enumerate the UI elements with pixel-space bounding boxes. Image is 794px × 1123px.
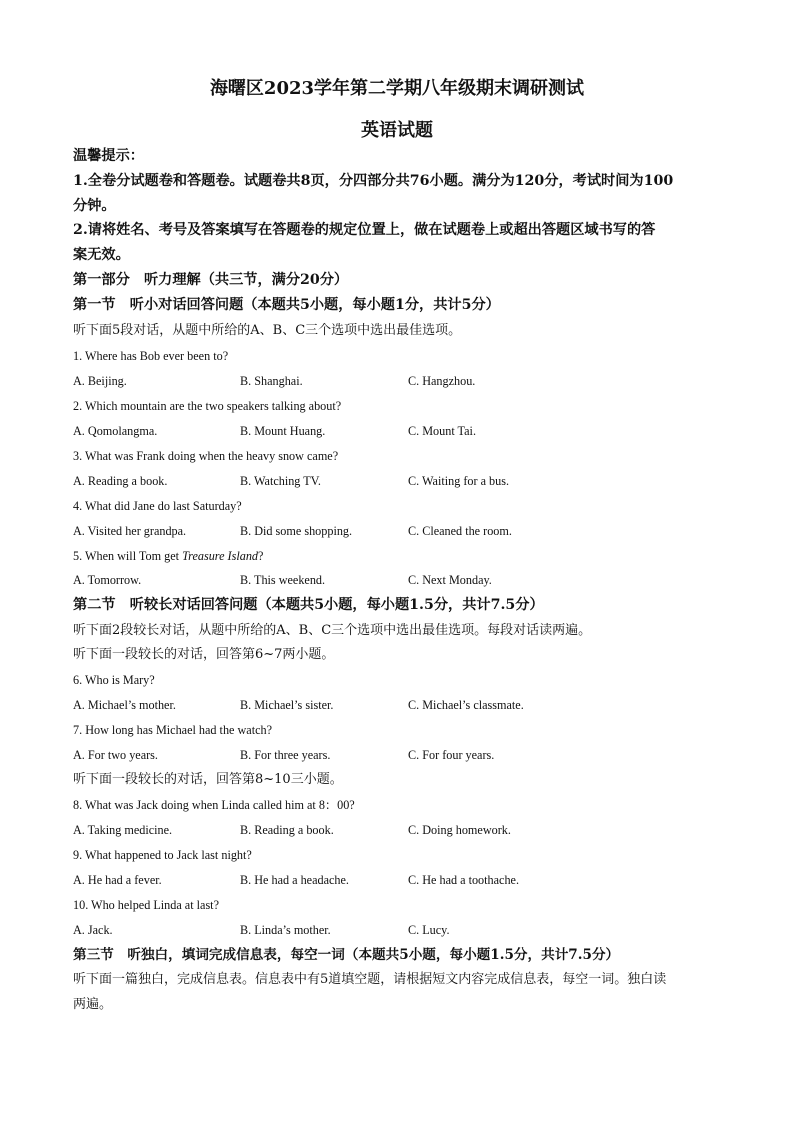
- q3-option-c: C. Waiting for a bus.: [408, 474, 510, 488]
- question-1: 1. Where has Bob ever been to?: [73, 349, 229, 363]
- part1-heading: 第一部分 听力理解（共三节，满分20分）: [73, 272, 349, 288]
- question-5: [73, 546, 263, 566]
- dialog2-note: 听下面一段较长的对话，回答第8~10三小题。: [73, 772, 343, 787]
- q9-option-c: C. He had a toothache.: [408, 873, 520, 887]
- q1-option-c: C. Hangzhou.: [408, 374, 476, 388]
- q4-option-b: B. Did some shopping.: [240, 524, 353, 538]
- question-5-text: 5. When will Tom get: [73, 549, 183, 563]
- section3-instruction-line-2: 两遍。: [73, 997, 113, 1012]
- section2-instruction: 听下面2段较长对话，从题中所给的A、B、C三个选项中选出最佳选项。每段对话读两遍。: [73, 623, 592, 638]
- q1-option-a: A. Beijing.: [73, 374, 127, 388]
- q5-option-a: A. Tomorrow.: [73, 573, 142, 587]
- section3-instruction-line-1: 听下面一篇独白，完成信息表。信息表中有5道填空题，请根据短文内容完成信息表，每空一词。独白读: [73, 972, 667, 987]
- q5-option-b: B. This weekend.: [240, 573, 326, 587]
- question-9: 9. What happened to Jack last night?: [73, 848, 252, 862]
- section3-heading: 第三节 听独白，填词完成信息表，每空一词（本题共5小题，每小题1.5分，共计7.5分）: [73, 947, 620, 963]
- q6-option-b: B. Michael’s sister.: [240, 698, 334, 712]
- q6-option-a: A. Michael’s mother.: [73, 698, 176, 712]
- q6-option-c: C. Michael’s classmate.: [408, 698, 524, 712]
- q4-option-a: A. Visited her grandpa.: [73, 524, 187, 538]
- question-6: 6. Who is Mary?: [73, 673, 155, 687]
- q5-option-c: C. Next Monday.: [408, 573, 492, 587]
- q1-option-b: B. Shanghai.: [240, 374, 303, 388]
- q10-option-c: C. Lucy.: [408, 923, 450, 937]
- q8-option-b: B. Reading a book.: [240, 823, 334, 837]
- q7-option-a: A. For two years.: [73, 748, 158, 762]
- note-1-line-2: 分钟。: [73, 198, 116, 214]
- q3-option-b: B. Watching TV.: [240, 474, 321, 488]
- section2-heading: 第二节 听较长对话回答问题（本题共5小题，每小题1.5分，共计7.5分）: [73, 597, 544, 613]
- question-10: 10. Who helped Linda at last?: [73, 898, 219, 912]
- q9-option-a: A. He had a fever.: [73, 873, 162, 887]
- notes-heading: 温馨提示：: [73, 148, 144, 164]
- question-7: 7. How long has Michael had the watch?: [73, 723, 273, 737]
- q8-option-c: C. Doing homework.: [408, 823, 511, 837]
- section1-heading: 第一节 听小对话回答问题（本题共5小题，每小题1分，共计5分）: [73, 297, 500, 313]
- q7-option-b: B. For three years.: [240, 748, 331, 762]
- section1-instruction: 听下面5段对话，从题中所给的A、B、C三个选项中选出最佳选项。: [73, 323, 462, 338]
- q7-option-c: C. For four years.: [408, 748, 495, 762]
- q9-option-b: B. He had a headache.: [240, 873, 349, 887]
- q10-option-b: B. Linda’s mother.: [240, 923, 331, 937]
- exam-subtitle: 英语试题: [361, 120, 433, 141]
- question-4: 4. What did Jane do last Saturday?: [73, 499, 242, 513]
- q2-option-b: B. Mount Huang.: [240, 424, 326, 438]
- question-2: 2. Which mountain are the two speakers talking about?: [73, 399, 342, 413]
- exam-title: 海曙区2023学年第二学期八年级期末调研测试: [209, 78, 585, 99]
- q2-option-c: C. Mount Tai.: [408, 424, 476, 438]
- question-3: 3. What was Frank doing when the heavy snow came?: [73, 449, 339, 463]
- q3-option-a: A. Reading a book.: [73, 474, 168, 488]
- q10-option-a: A. Jack.: [73, 923, 113, 937]
- question-8: 8. What was Jack doing when Linda called him at 8：00?: [73, 798, 355, 812]
- q4-option-c: C. Cleaned the room.: [408, 524, 512, 538]
- note-1-line-1: 1.全卷分试题卷和答题卷。试题卷共8页，分四部分共76小题。满分为120分，考试时间为100: [73, 173, 674, 189]
- note-2-line-1: 2.请将姓名、考号及答案填写在答题卷的规定位置上，做在试题卷上或超出答题区域书写的答: [73, 222, 656, 238]
- note-2-line-2: 案无效。: [73, 247, 130, 263]
- question-5-book-title: Treasure Island: [182, 549, 259, 563]
- question-5-end: ?: [258, 549, 264, 563]
- dialog1-note: 听下面一段较长的对话，回答第6~7两小题。: [73, 647, 335, 662]
- q2-option-a: A. Qomolangma.: [73, 424, 158, 438]
- q8-option-a: A. Taking medicine.: [73, 823, 173, 837]
